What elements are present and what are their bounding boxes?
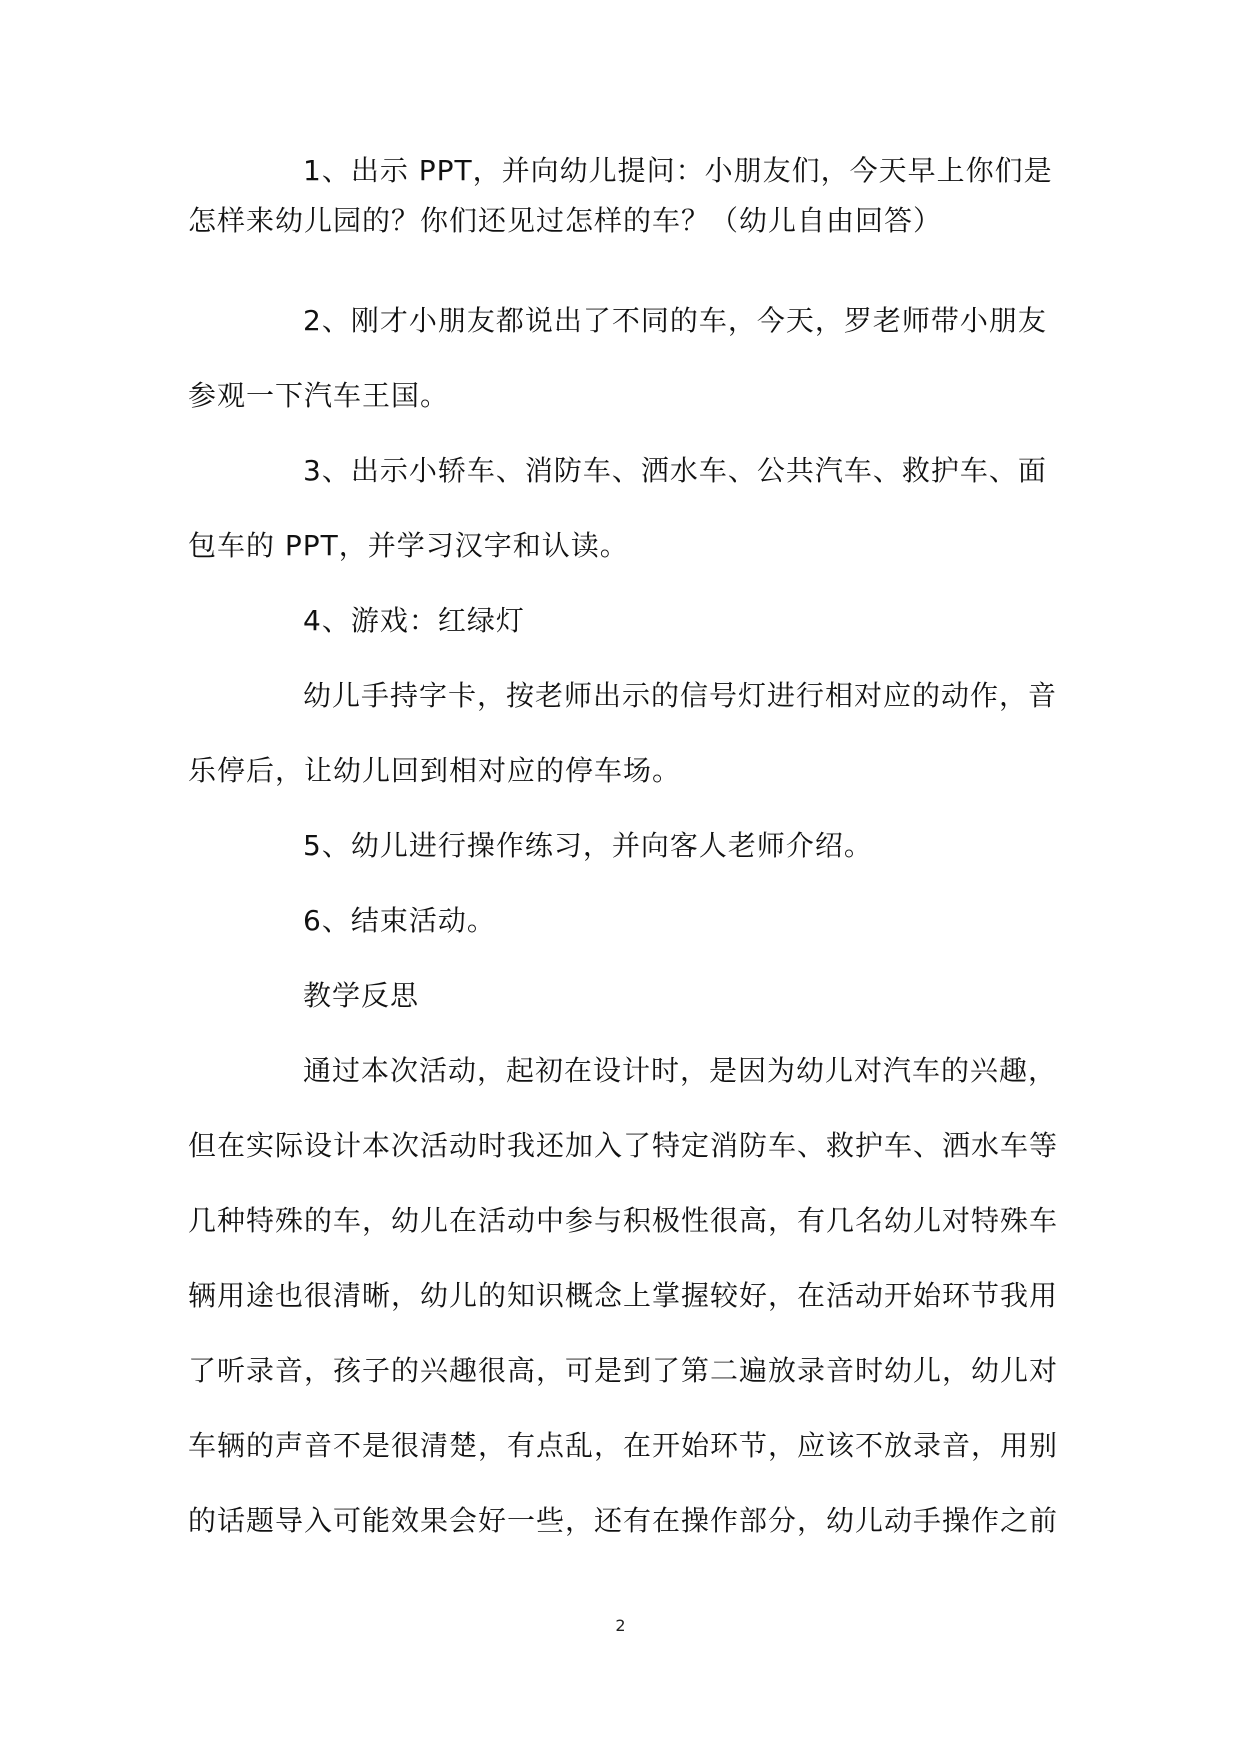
section-heading: 教学反思	[303, 979, 420, 1012]
text-line: 3、出示小轿车、消防车、洒水车、公共汽车、救护车、面	[303, 454, 1047, 487]
text-line: 辆用途也很清晰，幼儿的知识概念上掌握较好，在活动开始环节我用	[188, 1279, 1059, 1312]
text-line: 的话题导入可能效果会好一些，还有在操作部分，幼儿动手操作之前	[188, 1504, 1059, 1537]
text-line: 怎样来幼儿园的？你们还见过怎样的车？（幼儿自由回答）	[188, 204, 943, 237]
text-line: 了听录音，孩子的兴趣很高，可是到了第二遍放录音时幼儿，幼儿对	[188, 1354, 1059, 1387]
text-line: 车辆的声音不是很清楚，有点乱，在开始环节，应该不放录音，用别	[188, 1429, 1059, 1462]
text-line: 但在实际设计本次活动时我还加入了特定消防车、救护车、洒水车等	[188, 1129, 1059, 1162]
text-line: 几种特殊的车，幼儿在活动中参与积极性很高，有几名幼儿对特殊车	[188, 1204, 1059, 1237]
text-line: 4、游戏：红绿灯	[303, 604, 525, 637]
text-line: 乐停后，让幼儿回到相对应的停车场。	[188, 754, 682, 787]
text-line: 参观一下汽车王国。	[188, 379, 450, 412]
text-line: 2、刚才小朋友都说出了不同的车，今天，罗老师带小朋友	[303, 304, 1047, 337]
text-line: 1、出示 PPT，并向幼儿提问：小朋友们，今天早上你们是	[303, 154, 1053, 187]
text-line: 6、结束活动。	[303, 904, 496, 937]
text-line: 通过本次活动，起初在设计时，是因为幼儿对汽车的兴趣，	[303, 1054, 1058, 1087]
page-number: 2	[615, 1616, 626, 1635]
text-line: 5、幼儿进行操作练习，并向客人老师介绍。	[303, 829, 873, 862]
text-line: 包车的 PPT，并学习汉字和认读。	[188, 529, 629, 562]
text-line: 幼儿手持字卡，按老师出示的信号灯进行相对应的动作，音	[303, 679, 1058, 712]
